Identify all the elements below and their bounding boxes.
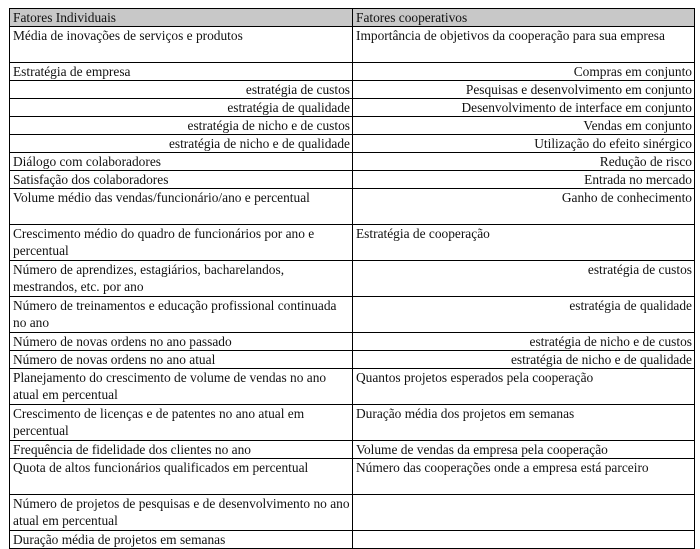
individual-factor-cell: Número de novas ordens no ano passado	[10, 333, 353, 351]
table-row	[10, 27, 695, 63]
table-row	[10, 81, 695, 99]
table-row	[10, 117, 695, 135]
table-row	[10, 225, 695, 261]
cooperative-factor-cell: Vendas em conjunto	[353, 117, 695, 135]
table-row	[10, 405, 695, 441]
table-row	[10, 459, 695, 495]
individual-factor-cell: Número de projetos de pesquisas e de desenvolvimento no ano atual em percentual	[10, 495, 353, 531]
table-row	[10, 495, 695, 531]
cooperative-factor-cell: Importância de objetivos da cooperação para sua empresa	[353, 27, 695, 63]
cooperative-factor-cell: Desenvolvimento de interface em conjunto	[353, 99, 695, 117]
individual-factor-cell: Duração média de projetos em semanas	[10, 531, 353, 549]
cooperative-factor-cell	[353, 495, 695, 531]
cooperative-factor-cell: Duração média dos projetos em semanas	[353, 405, 695, 441]
individual-factor-cell: estratégia de nicho e de qualidade	[10, 135, 353, 153]
header-cooperative-factors: Fatores cooperativos	[353, 9, 695, 27]
cooperative-factor-cell: Volume de vendas da empresa pela cooperação	[353, 441, 695, 459]
individual-factor-cell: Número de aprendizes, estagiários, bacharelandos, mestrandos, etc. por ano	[10, 261, 353, 297]
individual-factor-cell: Número de treinamentos e educação profissional continuada no ano	[10, 297, 353, 333]
table-body	[10, 27, 695, 549]
table-row	[10, 99, 695, 117]
table-row	[10, 369, 695, 405]
table-row	[10, 351, 695, 369]
table-row	[10, 441, 695, 459]
table-row	[10, 171, 695, 189]
individual-factor-cell: Diálogo com colaboradores	[10, 153, 353, 171]
individual-factor-cell: Quota de altos funcionários qualificados em percentual	[10, 459, 353, 495]
cooperative-factor-cell: Utilização do efeito sinérgico	[353, 135, 695, 153]
cooperative-factor-cell: estratégia de qualidade	[353, 297, 695, 333]
cooperative-factor-cell: Compras em conjunto	[353, 63, 695, 81]
table-row	[10, 261, 695, 297]
cooperative-factor-cell: estratégia de nicho e de qualidade	[353, 351, 695, 369]
individual-factor-cell: Número de novas ordens no ano atual	[10, 351, 353, 369]
individual-factor-cell: estratégia de qualidade	[10, 99, 353, 117]
individual-factor-cell: estratégia de nicho e de custos	[10, 117, 353, 135]
individual-factor-cell: Satisfação dos colaboradores	[10, 171, 353, 189]
table-row	[10, 189, 695, 225]
cooperative-factor-cell: Pesquisas e desenvolvimento em conjunto	[353, 81, 695, 99]
cooperative-factor-cell: Ganho de conhecimento	[353, 189, 695, 225]
cooperative-factor-cell: estratégia de custos	[353, 261, 695, 297]
table-row	[10, 333, 695, 351]
factors-table	[9, 8, 695, 549]
table-row	[10, 135, 695, 153]
cooperative-factor-cell: Redução de risco	[353, 153, 695, 171]
individual-factor-cell: Crescimento de licenças e de patentes no ano atual em percentual	[10, 405, 353, 441]
individual-factor-cell: estratégia de custos	[10, 81, 353, 99]
individual-factor-cell: Média de inovações de serviços e produtos	[10, 27, 353, 63]
individual-factor-cell: Volume médio das vendas/funcionário/ano e percentual	[10, 189, 353, 225]
table-header-row	[10, 9, 695, 27]
table-row	[10, 63, 695, 81]
table-row	[10, 297, 695, 333]
individual-factor-cell: Crescimento médio do quadro de funcionários por ano e percentual	[10, 225, 353, 261]
header-individual-factors: Fatores Individuais	[10, 9, 353, 27]
cooperative-factor-cell: Número das cooperações onde a empresa está parceiro	[353, 459, 695, 495]
individual-factor-cell: Estratégia de empresa	[10, 63, 353, 81]
cooperative-factor-cell: Entrada no mercado	[353, 171, 695, 189]
cooperative-factor-cell: Quantos projetos esperados pela cooperação	[353, 369, 695, 405]
cooperative-factor-cell	[353, 531, 695, 549]
cooperative-factor-cell: estratégia de nicho e de custos	[353, 333, 695, 351]
individual-factor-cell: Planejamento do crescimento de volume de vendas no ano atual em percentual	[10, 369, 353, 405]
table-row	[10, 153, 695, 171]
cooperative-factor-cell: Estratégia de cooperação	[353, 225, 695, 261]
individual-factor-cell: Frequência de fidelidade dos clientes no ano	[10, 441, 353, 459]
table-row	[10, 531, 695, 549]
